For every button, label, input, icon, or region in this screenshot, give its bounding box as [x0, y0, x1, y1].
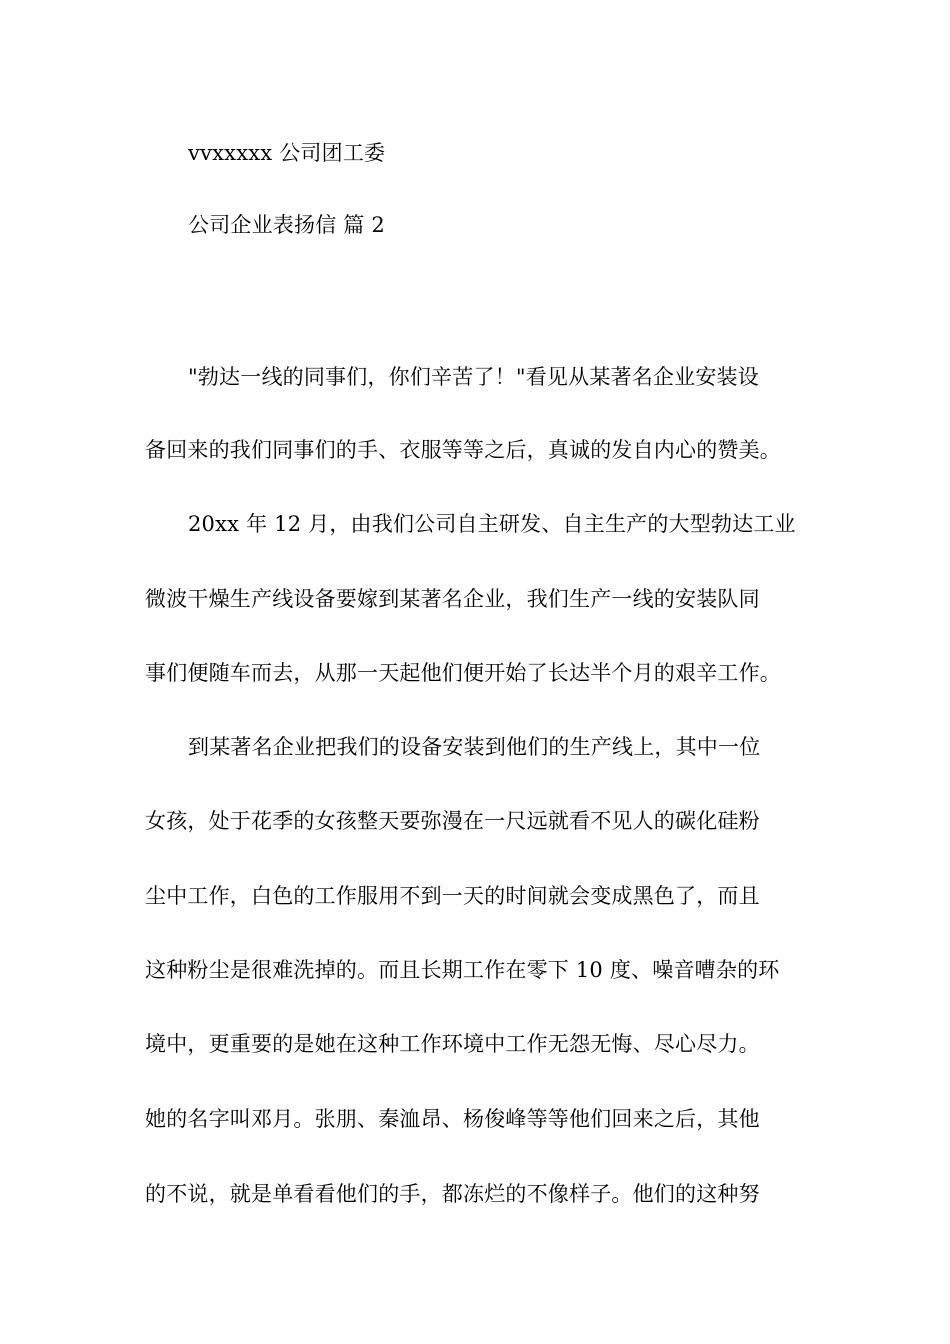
- paragraph-line: 尘中工作，白色的工作服用不到一天的时间就会变成黑色了，而且: [145, 884, 760, 908]
- paragraph-line: 女孩，处于花季的女孩整天要弥漫在一尺远就看不见人的碳化硅粉: [145, 809, 760, 833]
- paragraph-line: 这种粉尘是很难洗掉的。而且长期工作在零下 10 度、噪音嘈杂的环: [145, 958, 780, 982]
- paragraph-line: 20xx 年 12 月，由我们公司自主研发、自主生产的大型勃达工业: [188, 512, 796, 536]
- document-title: 公司企业表扬信 篇 2: [188, 213, 385, 237]
- signature-line: vvxxxxx 公司团工委: [188, 141, 386, 165]
- paragraph-line: 境中，更重要的是她在这种工作环境中工作无怨无悔、尽心尽力。: [145, 1032, 760, 1056]
- paragraph-line: 到某著名企业把我们的设备安装到他们的生产线上，其中一位: [188, 735, 761, 759]
- paragraph-line: "勃达一线的同事们，你们辛苦了！"看见从某著名企业安装设: [188, 365, 759, 389]
- paragraph-line: 的不说，就是单看看他们的手，都冻烂的不像样子。他们的这种努: [145, 1182, 760, 1206]
- paragraph-line: 她的名字叫邓月。张朋、秦洫昂、杨俊峰等等他们回来之后，其他: [145, 1107, 760, 1131]
- paragraph-line: 微波干燥生产线设备要嫁到某著名企业，我们生产一线的安装队同: [145, 587, 760, 611]
- paragraph-line: 备回来的我们同事们的手、衣服等等之后，真诚的发自内心的赞美。: [145, 438, 781, 462]
- paragraph-line: 事们便随车而去，从那一天起他们便开始了长达半个月的艰辛工作。: [145, 661, 781, 685]
